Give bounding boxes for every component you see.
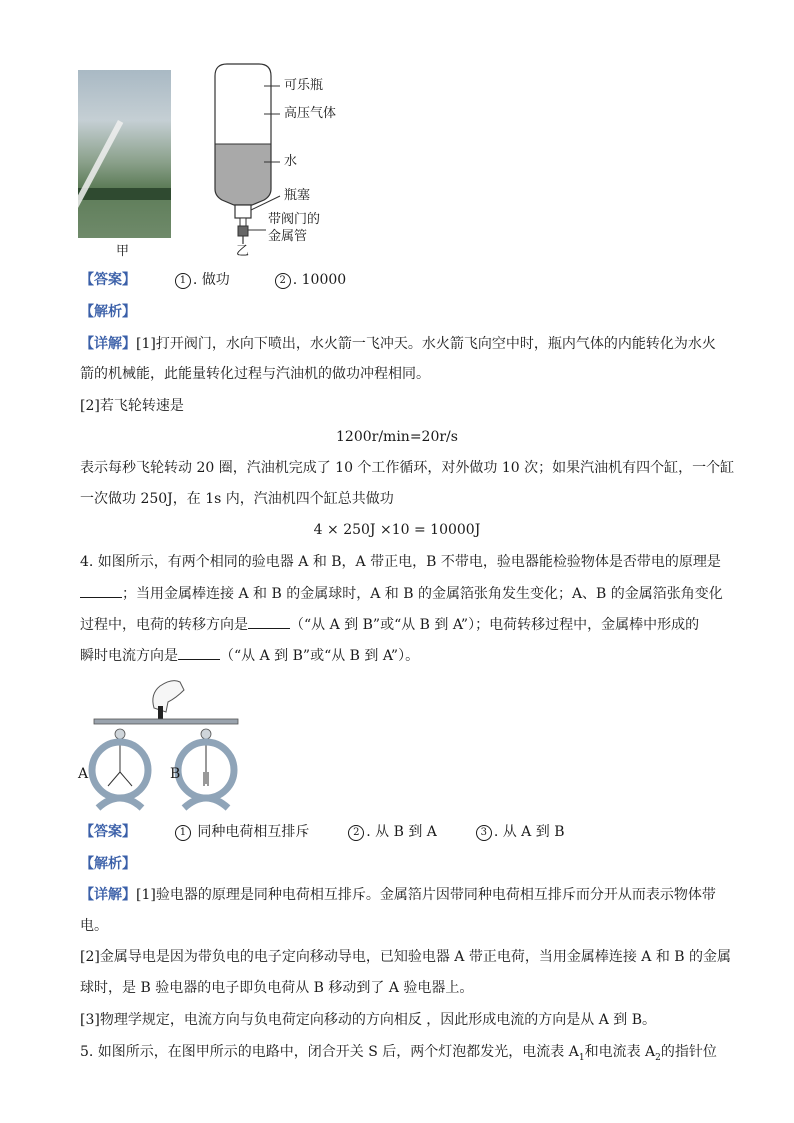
q3-answer-2: 10000: [301, 272, 347, 288]
metal-rod: [94, 719, 238, 724]
q5-sub-1: 1: [578, 1052, 585, 1063]
circle-1-icon: 1: [175, 273, 191, 289]
q3-formula-1: 1200r/min=20r/s: [336, 429, 458, 445]
water-bottom: [215, 144, 271, 205]
q4-detail-line3: [2]金属导电是因为带负电的电子定向移动导电，已知验电器 A 带正电荷，当用金属棒连接 A 和 B 的金属: [80, 949, 732, 965]
q4-detail-line5: [3]物理学规定，电流方向与负电荷定向移动的方向相反 ，因此形成电流的方向是从 A 到 B。: [80, 1012, 657, 1028]
label-bottle: 可乐瓶: [284, 78, 324, 93]
tree-line: [78, 188, 171, 200]
analysis-tag: 【解析】: [80, 304, 136, 320]
label-water: 水: [284, 154, 298, 169]
label-gas: 高压气体: [284, 106, 337, 121]
answer-blank-3: [178, 645, 220, 660]
q5-sub-2: 2: [655, 1052, 661, 1063]
answer-blank-1: [80, 583, 122, 598]
q4-detail-line1: [80, 885, 716, 905]
q4-line4-text-b: （“从 A 到 B”或“从 B 到 A”）。: [220, 648, 420, 664]
q4-detail-text1: [1]验电器的原理是同种电荷相互排斥。金属箔片因带同种电荷相互排斥而分开从而表示物体带: [136, 887, 716, 903]
caption-jia: 甲: [116, 244, 130, 259]
q4-line2: [80, 583, 723, 604]
q3-detail-line5: 一次做功 250J，在 1s 内，汽油机四个缸总共做功: [80, 491, 394, 507]
metal-tube: [240, 218, 246, 226]
q4-answer-2: 从 B 到 A: [375, 824, 437, 840]
q3-answer-1: 做功: [201, 272, 230, 288]
q3-detail-line1: [80, 334, 716, 354]
q4-line4: [80, 645, 419, 666]
q4-answer-3: 从 A 到 B: [502, 824, 565, 840]
label-valve-line1: 带阀门的: [268, 212, 321, 227]
electroscope-a-leaf-left: [108, 772, 120, 786]
q4-line4-text-a: 瞬时电流方向是: [80, 648, 178, 664]
valve-body: [238, 226, 248, 236]
q4-line1: 4. 如图所示，有两个相同的验电器 A 和 B，A 带正电，B 不带电，验电器能检验物体是否带电的原理是: [80, 554, 721, 570]
label-b: B: [170, 766, 181, 782]
q4-line2-text: ；当用金属棒连接 A 和 B 的金属球时，A 和 B 的金属箔张角发生变化；A、B 的金属箔张角变化: [122, 586, 723, 602]
circle-1-icon: 1: [175, 825, 191, 841]
q3-answer-row: 【答案】 1 . 做功 2 . 10000: [80, 272, 347, 288]
q3-detail-text1: [1]打开阀门，水向下喷出，水火箭一飞冲天。水火箭飞向空中时，瓶内气体的内能转化为水火: [136, 336, 716, 352]
q4-answer-1: 同种电荷相互排斥: [197, 824, 310, 840]
electroscopes-figure: [76, 676, 246, 812]
circle-2-icon: 2: [275, 273, 291, 289]
q4-line3-text-b: （“从 A 到 B”或“从 B 到 A”）；电荷转移过程中，金属棒中形成的: [290, 617, 700, 633]
insulated-handle: [158, 706, 163, 720]
analysis-tag: 【解析】: [80, 856, 136, 872]
electroscope-a-ball: [115, 729, 125, 739]
q5-text-b: 和电流表 A: [584, 1044, 656, 1060]
label-valve-line2: 金属管: [268, 229, 308, 244]
hand-icon: [153, 681, 184, 712]
q3-detail-line2: 箭的机械能，此能量转化过程与汽油机的做功冲程相同。: [80, 366, 430, 382]
detail-tag: 【详解】: [80, 887, 136, 903]
q5-text-c: 的指针位: [660, 1044, 717, 1060]
q3-formula-2: 4 × 250J ×10 = 10000J: [313, 522, 481, 538]
bottle-plug: [235, 205, 251, 218]
electroscope-b-ball: [201, 729, 211, 739]
answer-tag: 【答案】: [80, 272, 136, 288]
electroscope-a-leaf-right: [120, 772, 132, 786]
q3-detail-line4: 表示每秒飞轮转动 20 圈，汽油机完成了 10 个工作循环，对外做功 10 次；如果汽油机有四个缸，一个缸: [80, 460, 735, 476]
q4-detail-line4: 球时，是 B 验电器的电子即负电荷从 B 移动到了 A 验电器上。: [80, 980, 474, 996]
q3-detail-line3: [2]若飞轮转速是: [80, 398, 184, 414]
q5-text-a: 5. 如图所示，在图甲所示的电路中，闭合开关 S 后，两个灯泡都发光，电流表 A: [80, 1044, 579, 1060]
caption-yi: 乙: [236, 244, 250, 259]
answer-tag: 【答案】: [80, 824, 136, 840]
q4-detail-line2: 电。: [80, 918, 108, 934]
q4-answer-row: 【答案】 1 同种电荷相互排斥 2 . 从 B 到 A 3 . 从 A 到 B: [80, 824, 565, 840]
electroscope-a-base: [98, 798, 142, 808]
q4-line3: [80, 614, 699, 635]
circle-3-icon: 3: [476, 825, 492, 841]
label-plug: 瓶塞: [284, 188, 311, 203]
q4-line3-text-a: 过程中，电荷的转移方向是: [80, 617, 248, 633]
water-rocket-photo: [78, 70, 171, 238]
electroscope-b-base: [184, 798, 228, 808]
circle-2-icon: 2: [348, 825, 364, 841]
detail-tag: 【详解】: [80, 336, 136, 352]
answer-blank-2: [248, 614, 290, 629]
q5-line1: [80, 1042, 717, 1068]
water-rocket-diagram: [200, 58, 350, 258]
label-a: A: [78, 766, 89, 782]
rocket-trail: [78, 120, 123, 238]
